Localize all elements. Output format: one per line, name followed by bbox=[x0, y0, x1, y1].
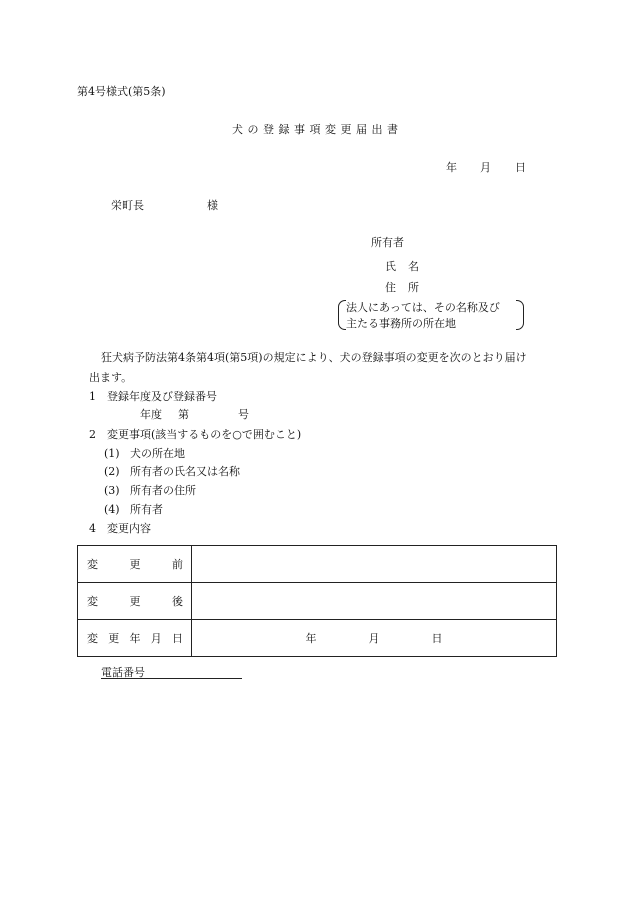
phone-label: 電話番号 bbox=[101, 666, 145, 679]
owner-heading: 所有者 bbox=[371, 236, 404, 249]
table-row-after bbox=[78, 583, 557, 620]
table-row-before bbox=[78, 546, 557, 583]
date-label-char: 日 bbox=[172, 631, 183, 645]
option-3-number: (3) bbox=[104, 484, 120, 497]
date-day-label: 日 bbox=[515, 161, 526, 174]
item2-label: 変更事項(該当するものを○で囲むこと) bbox=[107, 428, 302, 441]
before-label-char: 更 bbox=[129, 557, 141, 571]
item1-go-label: 号 bbox=[238, 408, 249, 421]
item1-number: 1 bbox=[89, 390, 96, 403]
addressee-honorific: 様 bbox=[207, 199, 218, 212]
owner-address-label-2: 所 bbox=[408, 281, 419, 294]
change-day-label: 日 bbox=[431, 631, 443, 645]
item1-label: 登録年度及び登録番号 bbox=[107, 390, 217, 403]
before-label-cell bbox=[78, 546, 192, 583]
phone-underline[interactable] bbox=[147, 678, 242, 679]
change-table bbox=[77, 545, 557, 657]
change-month-label: 月 bbox=[368, 631, 380, 645]
date-label-char: 更 bbox=[108, 631, 120, 645]
after-label-char: 後 bbox=[172, 594, 183, 608]
option-1-label: 犬の所在地 bbox=[130, 447, 185, 460]
form-number: 第4号様式(第5条) bbox=[77, 85, 166, 98]
before-label-char: 前 bbox=[172, 557, 183, 571]
option-2-number: (2) bbox=[104, 465, 120, 478]
after-value-cell[interactable] bbox=[192, 583, 557, 620]
addressee-name: 栄町長 bbox=[111, 199, 144, 212]
item1-dai-label: 第 bbox=[178, 408, 189, 421]
date-year-label: 年 bbox=[446, 161, 457, 174]
item2-number: 2 bbox=[89, 428, 96, 441]
option-1-number: (1) bbox=[104, 447, 120, 460]
before-value-cell[interactable] bbox=[192, 546, 557, 583]
item1-nendo-label: 年度 bbox=[140, 408, 162, 421]
phone-label-underline bbox=[101, 678, 147, 679]
option-2-label: 所有者の氏名又は名称 bbox=[130, 465, 240, 478]
item4-number: 4 bbox=[89, 522, 96, 535]
after-label-char: 更 bbox=[129, 594, 141, 608]
owner-name-label-2: 名 bbox=[408, 260, 419, 273]
body-text-line-2: 出ます。 bbox=[89, 371, 133, 384]
option-4-number: (4) bbox=[104, 503, 120, 516]
page-title: 犬の登録事項変更届出書 bbox=[232, 123, 403, 136]
right-bracket bbox=[516, 300, 524, 330]
change-year-label: 年 bbox=[305, 631, 317, 645]
date-label-char: 変 bbox=[87, 631, 98, 645]
corporate-note-line-2: 主たる事務所の所在地 bbox=[346, 317, 456, 330]
option-4-label: 所有者 bbox=[130, 503, 163, 516]
corporate-note-line-1: 法人にあっては、その名称及び bbox=[346, 301, 500, 314]
date-label-char: 月 bbox=[150, 631, 162, 645]
owner-name-label-1: 氏 bbox=[385, 260, 396, 273]
date-value-cell[interactable] bbox=[192, 620, 557, 657]
after-label-char: 変 bbox=[87, 594, 98, 608]
left-bracket bbox=[338, 300, 346, 330]
after-label-cell bbox=[78, 583, 192, 620]
date-label-cell bbox=[78, 620, 192, 657]
option-3-label: 所有者の住所 bbox=[130, 484, 196, 497]
body-text-line-1: 狂犬病予防法第4条第4項(第5項)の規定により、犬の登録事項の変更を次のとおり届け bbox=[101, 351, 527, 364]
date-label-char: 年 bbox=[129, 631, 141, 645]
table-row-date bbox=[78, 620, 557, 657]
item4-label: 変更内容 bbox=[107, 522, 151, 535]
owner-address-label-1: 住 bbox=[385, 281, 396, 294]
date-month-label: 月 bbox=[480, 161, 491, 174]
before-label-char: 変 bbox=[87, 557, 98, 571]
